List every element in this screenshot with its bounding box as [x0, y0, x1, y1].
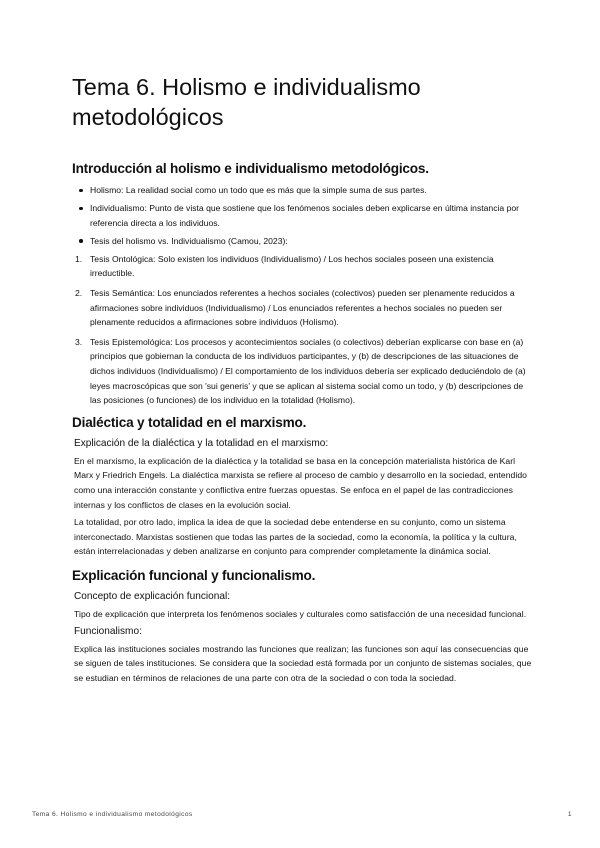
- list-number: 1.: [75, 253, 83, 264]
- list-item-text: Tesis Semántica: Los enunciados referentes a hechos sociales (colectivos) pueden ser plenamente reducidos a afirmaciones sobre individuos (Individualismo) / Los enunciados referentes a hechos sociales no pueden ser plenamente reducidos a afirmaciones sobre individuos (Holismo).: [90, 288, 515, 328]
- list-item: Tesis del holismo vs. Individualismo (Camou, 2023):: [72, 234, 532, 249]
- paragraph: Explica las instituciones sociales mostrando las funciones que realizan; las funciones son aquí las consecuencias que se siguen de tales instituciones. Se considera que la sociedad está formada por un conjunto de sistemas sociales, que se estudian en términos de relaciones de una parte con otra de la sociedad o con toda la sociedad.: [74, 643, 532, 683]
- list-item-text: Tesis Ontológica: Solo existen los individuos (Individualismo) / Los hechos sociales poseen una existencia irreductible.: [90, 253, 494, 279]
- section-introduction: [72, 160, 532, 408]
- numbered-list: [72, 252, 532, 408]
- document-body: [72, 160, 532, 688]
- list-item: [72, 252, 532, 281]
- section-heading: Explicación funcional y funcionalismo.: [72, 567, 316, 583]
- paragraph: Tipo de explicación que interpreta los fenómenos sociales y culturales como satisfacción de una necesidad funcional.: [74, 608, 527, 619]
- list-item: [72, 286, 532, 330]
- footer-title: Tema 6. Holismo e individualismo metodológicos: [32, 811, 193, 818]
- subheading: Concepto de explicación funcional:: [74, 590, 230, 602]
- bullet-list: [72, 183, 532, 248]
- subheading: Explicación de la dialéctica y la totalidad en el marxismo:: [74, 437, 329, 449]
- list-item: Holismo: La realidad social como un todo que es más que la simple suma de sus partes.: [72, 183, 532, 198]
- list-item-text: Tesis Epistemológica: Los procesos y acontecimientos sociales (o colectivos) deberían explicarse con base en (a) principios que gobiernan la conducta de los individuos participantes, y (b) de descripciones de las situaciones de dichos individuos (Individualismo) / El comportamiento de los individuos debería ser explicado deduciéndolo de (a) leyes macroscópicas que son 'sui generis' y que se aplican al sistema social como un todo, y (b) descripciones de las posiciones (o funciones) de los individuo en la totalidad (Holismo).: [90, 336, 526, 406]
- list-number: 3.: [75, 336, 83, 347]
- page-title: Tema 6. Holismo e individualismo metodológicos: [72, 74, 421, 130]
- section-dialectics: [72, 414, 532, 559]
- list-item: [72, 335, 532, 408]
- list-number: 2.: [75, 288, 83, 299]
- paragraph: La totalidad, por otro lado, implica la idea de que la sociedad debe entenderse en su conjunto, como un sistema interconectado. Marxistas sostienen que todas las partes de la sociedad, como la economía, la política y la cultura, están interrelacionadas y deben analizarse en conjunto para comprender completamente la dinámica social.: [74, 517, 517, 557]
- subheading: Funcionalismo:: [74, 625, 142, 637]
- paragraph: En el marxismo, la explicación de la dialéctica y la totalidad se basa en la concepción materialista histórica de Karl Marx y Friedrich Engels. La dialéctica marxista se refiere al proceso de cambio y desarrollo en la sociedad, entendido como una interacción constante y conflictiva entre fuerzas opuestas. Se enfoca en el papel de las contradicciones internas y los conflictos de clases en la evolución social.: [74, 455, 527, 510]
- list-item: Individualismo: Punto de vista que sostiene que los fenómenos sociales deben explicarse en última instancia por referencia directa a los individuos.: [72, 201, 532, 230]
- section-heading: Introducción al holismo e individualismo metodológicos.: [72, 161, 429, 176]
- section-heading: Dialéctica y totalidad en el marxismo.: [72, 414, 307, 430]
- section-functionalism: [72, 567, 532, 685]
- page-number: 1: [567, 811, 572, 818]
